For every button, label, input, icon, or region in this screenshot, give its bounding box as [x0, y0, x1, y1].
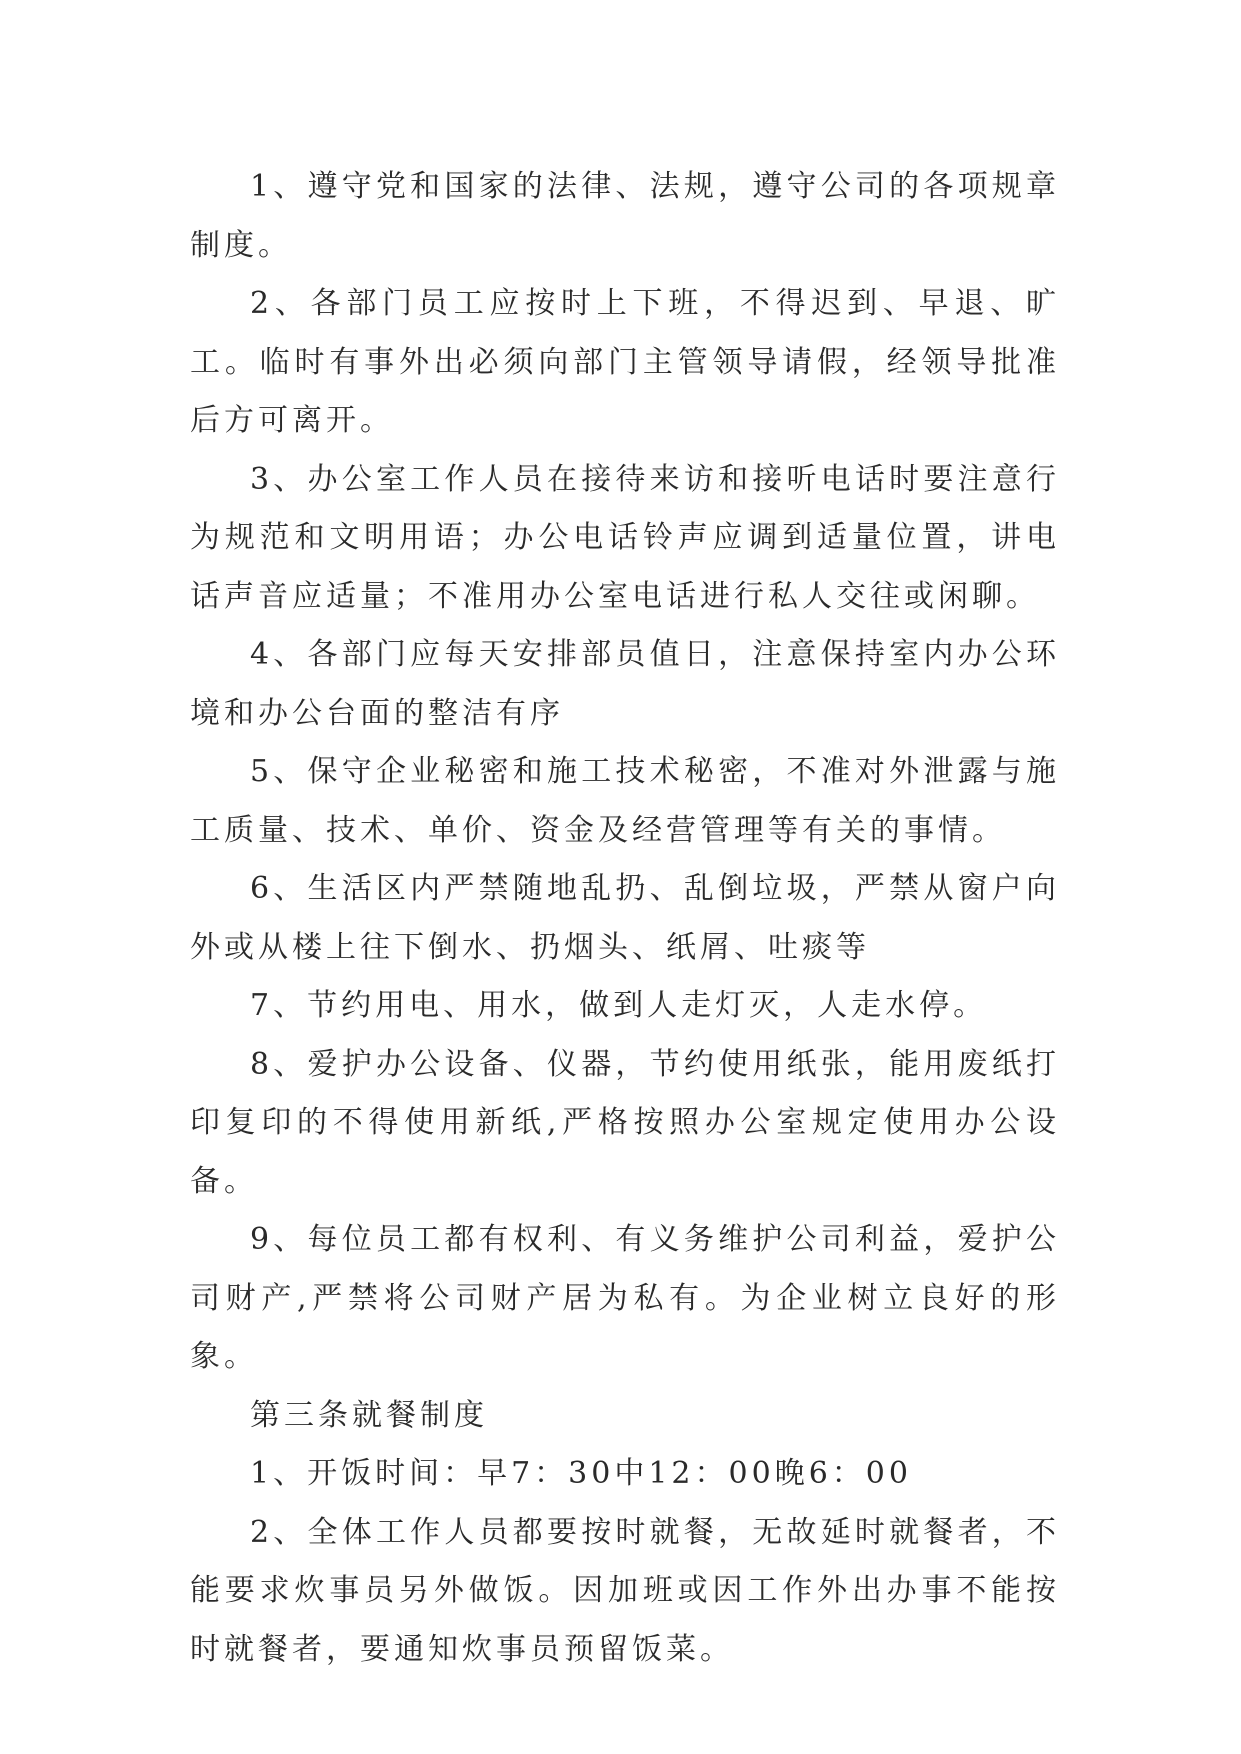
rule-paragraph-7: 7、节约用电、用水，做到人走灯灭，人走水停。: [250, 988, 988, 1023]
rule-paragraph-6: 6、生活区内严禁随地乱扔、乱倒垃圾，严禁从窗户向外或从楼上往下倒水、扔烟头、纸屑、吐痰等: [190, 871, 1060, 965]
section-heading: 第三条就餐制度: [250, 1397, 488, 1433]
rule-paragraph-1: 1、遵守党和国家的法律、法规，遵守公司的各项规章制度。: [190, 169, 1060, 263]
rule-paragraph-4: 4、各部门应每天安排部员值日，注意保持室内办公环境和办公台面的整洁有序: [190, 637, 1060, 731]
rule-paragraph-3: 3、办公室工作人员在接待来访和接听电话时要注意行为规范和文明用语；办公电话铃声应调到适量位置，讲电话声音应适量；不准用办公室电话进行私人交往或闲聊。: [190, 461, 1060, 614]
rule-paragraph-5: 5、保守企业秘密和施工技术秘密，不准对外泄露与施工质量、技术、单价、资金及经营管理等有关的事情。: [190, 754, 1060, 848]
rule-paragraph-9: 9、每位员工都有权利、有义务维护公司利益，爱护公司财产,严禁将公司财产居为私有。为企业树立良好的形象。: [190, 1222, 1060, 1374]
meal-rule-paragraph-2: 2、全体工作人员都要按时就餐，无故延时就餐者，不能要求炊事员另外做饭。因加班或因工作外出办事不能按时就餐者，要通知炊事员预留饭菜。: [190, 1514, 1060, 1667]
rule-paragraph-2: 2、各部门员工应按时上下班，不得迟到、早退、旷工。临时有事外出必须向部门主管领导请假，经领导批准后方可离开。: [190, 286, 1060, 438]
document-body: [190, 158, 1060, 1679]
meal-rule-paragraph-1: 1、开饭时间：早7：30中12：00晚6：00: [250, 1456, 912, 1491]
rule-paragraph-8: 8、爱护办公设备、仪器，节约使用纸张，能用废纸打印复印的不得使用新纸,严格按照办公室规定使用办公设备。: [190, 1046, 1060, 1199]
